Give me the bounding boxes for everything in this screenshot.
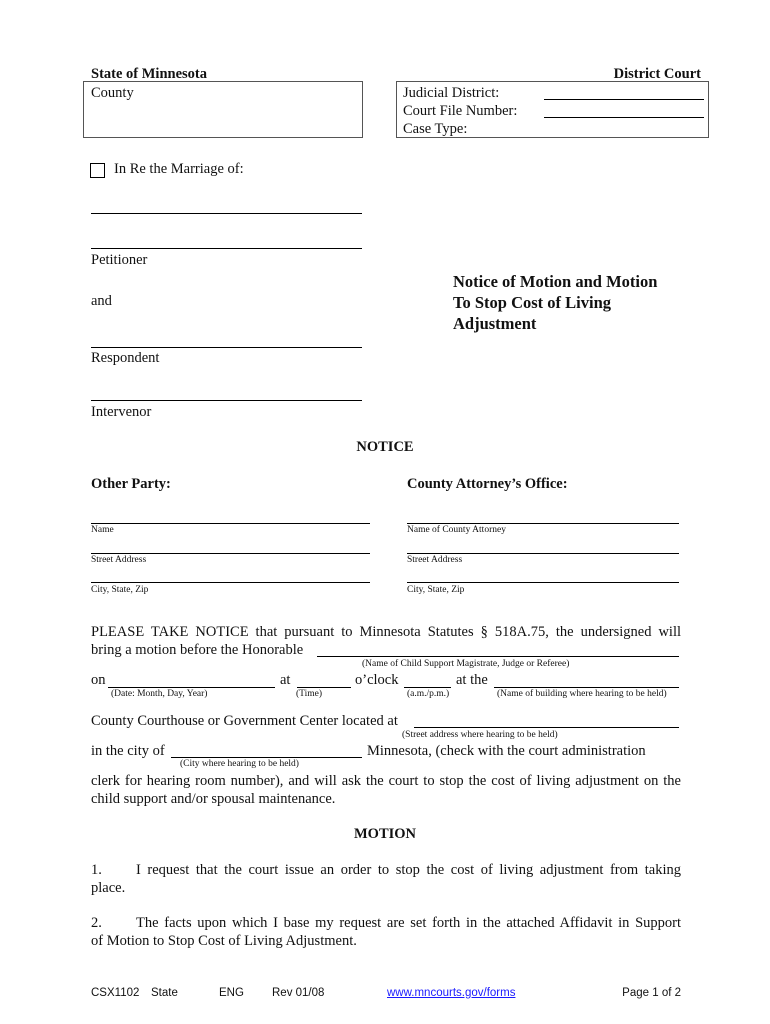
city-of-label: in the city of [91, 743, 165, 759]
county-label: County [91, 85, 134, 101]
hearing-date-field[interactable] [108, 687, 275, 688]
title-line-3: Adjustment [453, 314, 537, 333]
in-re-checkbox[interactable] [90, 163, 105, 178]
footer-language: ENG [219, 987, 244, 999]
county-attorney-street-label: Street Address [407, 555, 463, 565]
court-label: District Court [613, 66, 701, 82]
at-the-label: at the [456, 672, 488, 688]
notice-text-line-4: child support and/or spousal maintenance. [91, 791, 336, 807]
magistrate-caption: (Name of Child Support Magistrate, Judge or Referee) [362, 659, 570, 669]
petitioner-name-line-2[interactable] [91, 248, 362, 249]
hearing-time-field[interactable] [297, 687, 351, 688]
document-title [453, 271, 657, 334]
date-caption: (Date: Month, Day, Year) [111, 689, 208, 699]
other-party-name-field[interactable] [91, 523, 370, 524]
ampm-caption: (a.m./p.m.) [407, 689, 450, 699]
case-type-label: Case Type: [403, 121, 468, 137]
county-attorney-city-field[interactable] [407, 582, 679, 583]
item-1-number: 1. [91, 862, 102, 878]
street-address-field[interactable] [414, 727, 679, 728]
other-party-name-label: Name [91, 525, 114, 535]
other-party-city-label: City, State, Zip [91, 585, 149, 595]
hearing-city-field[interactable] [171, 757, 362, 758]
county-attorney-label: County Attorney’s Office: [407, 476, 568, 492]
forms-link[interactable]: www.mncourts.gov/forms [387, 987, 516, 999]
item-1-text-line-2: place. [91, 880, 126, 896]
motion-heading: MOTION [353, 826, 417, 842]
county-box[interactable] [83, 81, 363, 138]
item-1-text-line-1: I request that the court issue an order to stop the cost of living adjustment from taking [136, 862, 681, 878]
and-label: and [91, 293, 112, 309]
notice-heading: NOTICE [356, 439, 414, 455]
item-2-number: 2. [91, 915, 102, 931]
oclock-label: o’clock [355, 672, 399, 688]
honorable-field[interactable] [317, 656, 679, 657]
building-field[interactable] [494, 687, 679, 688]
judicial-district-label: Judicial District: [403, 85, 500, 101]
other-party-label: Other Party: [91, 476, 171, 492]
county-attorney-name-field[interactable] [407, 523, 679, 524]
court-file-number-label: Court File Number: [403, 103, 518, 119]
title-line-2: To Stop Cost of Living [453, 293, 612, 312]
petitioner-label: Petitioner [91, 252, 148, 268]
on-label: on [91, 672, 106, 688]
footer-revision: Rev 01/08 [272, 987, 325, 999]
notice-text-line-2: bring a motion before the Honorable [91, 642, 304, 658]
item-2-text-line-2: of Motion to Stop Cost of Living Adjustment. [91, 933, 357, 949]
ampm-field[interactable] [404, 687, 451, 688]
notice-text-line-3: clerk for hearing room number), and will ask the court to stop the cost of living adjustment on the [91, 773, 681, 789]
other-party-street-label: Street Address [91, 555, 147, 565]
at-label: at [280, 672, 291, 688]
minnesota-label: Minnesota, (check with the court administration [367, 743, 646, 759]
page-number: Page 1 of 2 [622, 987, 681, 999]
court-file-number-field[interactable] [544, 117, 704, 118]
other-party-city-field[interactable] [91, 582, 370, 583]
other-party-street-field[interactable] [91, 553, 370, 554]
courthouse-label: County Courthouse or Government Center located at [91, 713, 398, 729]
case-info-box [396, 81, 709, 138]
form-id: CSX1102 [91, 987, 140, 999]
respondent-label: Respondent [91, 350, 160, 366]
judicial-district-field[interactable] [544, 99, 704, 100]
county-attorney-city-label: City, State, Zip [407, 585, 465, 595]
title-line-1: Notice of Motion and Motion [453, 272, 658, 291]
petitioner-name-line-1[interactable] [91, 213, 362, 214]
time-caption: (Time) [296, 689, 323, 699]
city-caption: (City where hearing to be held) [180, 759, 299, 769]
county-attorney-name-label: Name of County Attorney [407, 525, 506, 535]
item-2-text-line-1: The facts upon which I base my request are set forth in the attached Affidavit in Support [136, 915, 681, 931]
notice-text-line-1: PLEASE TAKE NOTICE that pursuant to Minnesota Statutes § 518A.75, the undersigned will [91, 624, 681, 640]
county-attorney-street-field[interactable] [407, 553, 679, 554]
intervenor-label: Intervenor [91, 404, 152, 420]
footer-state: State [151, 987, 178, 999]
building-caption: (Name of building where hearing to be held) [497, 689, 667, 699]
intervenor-name-line[interactable] [91, 400, 362, 401]
in-re-label: In Re the Marriage of: [114, 161, 244, 177]
state-label: State of Minnesota [91, 66, 207, 82]
respondent-name-line[interactable] [91, 347, 362, 348]
street-caption: (Street address where hearing to be held) [402, 730, 558, 740]
